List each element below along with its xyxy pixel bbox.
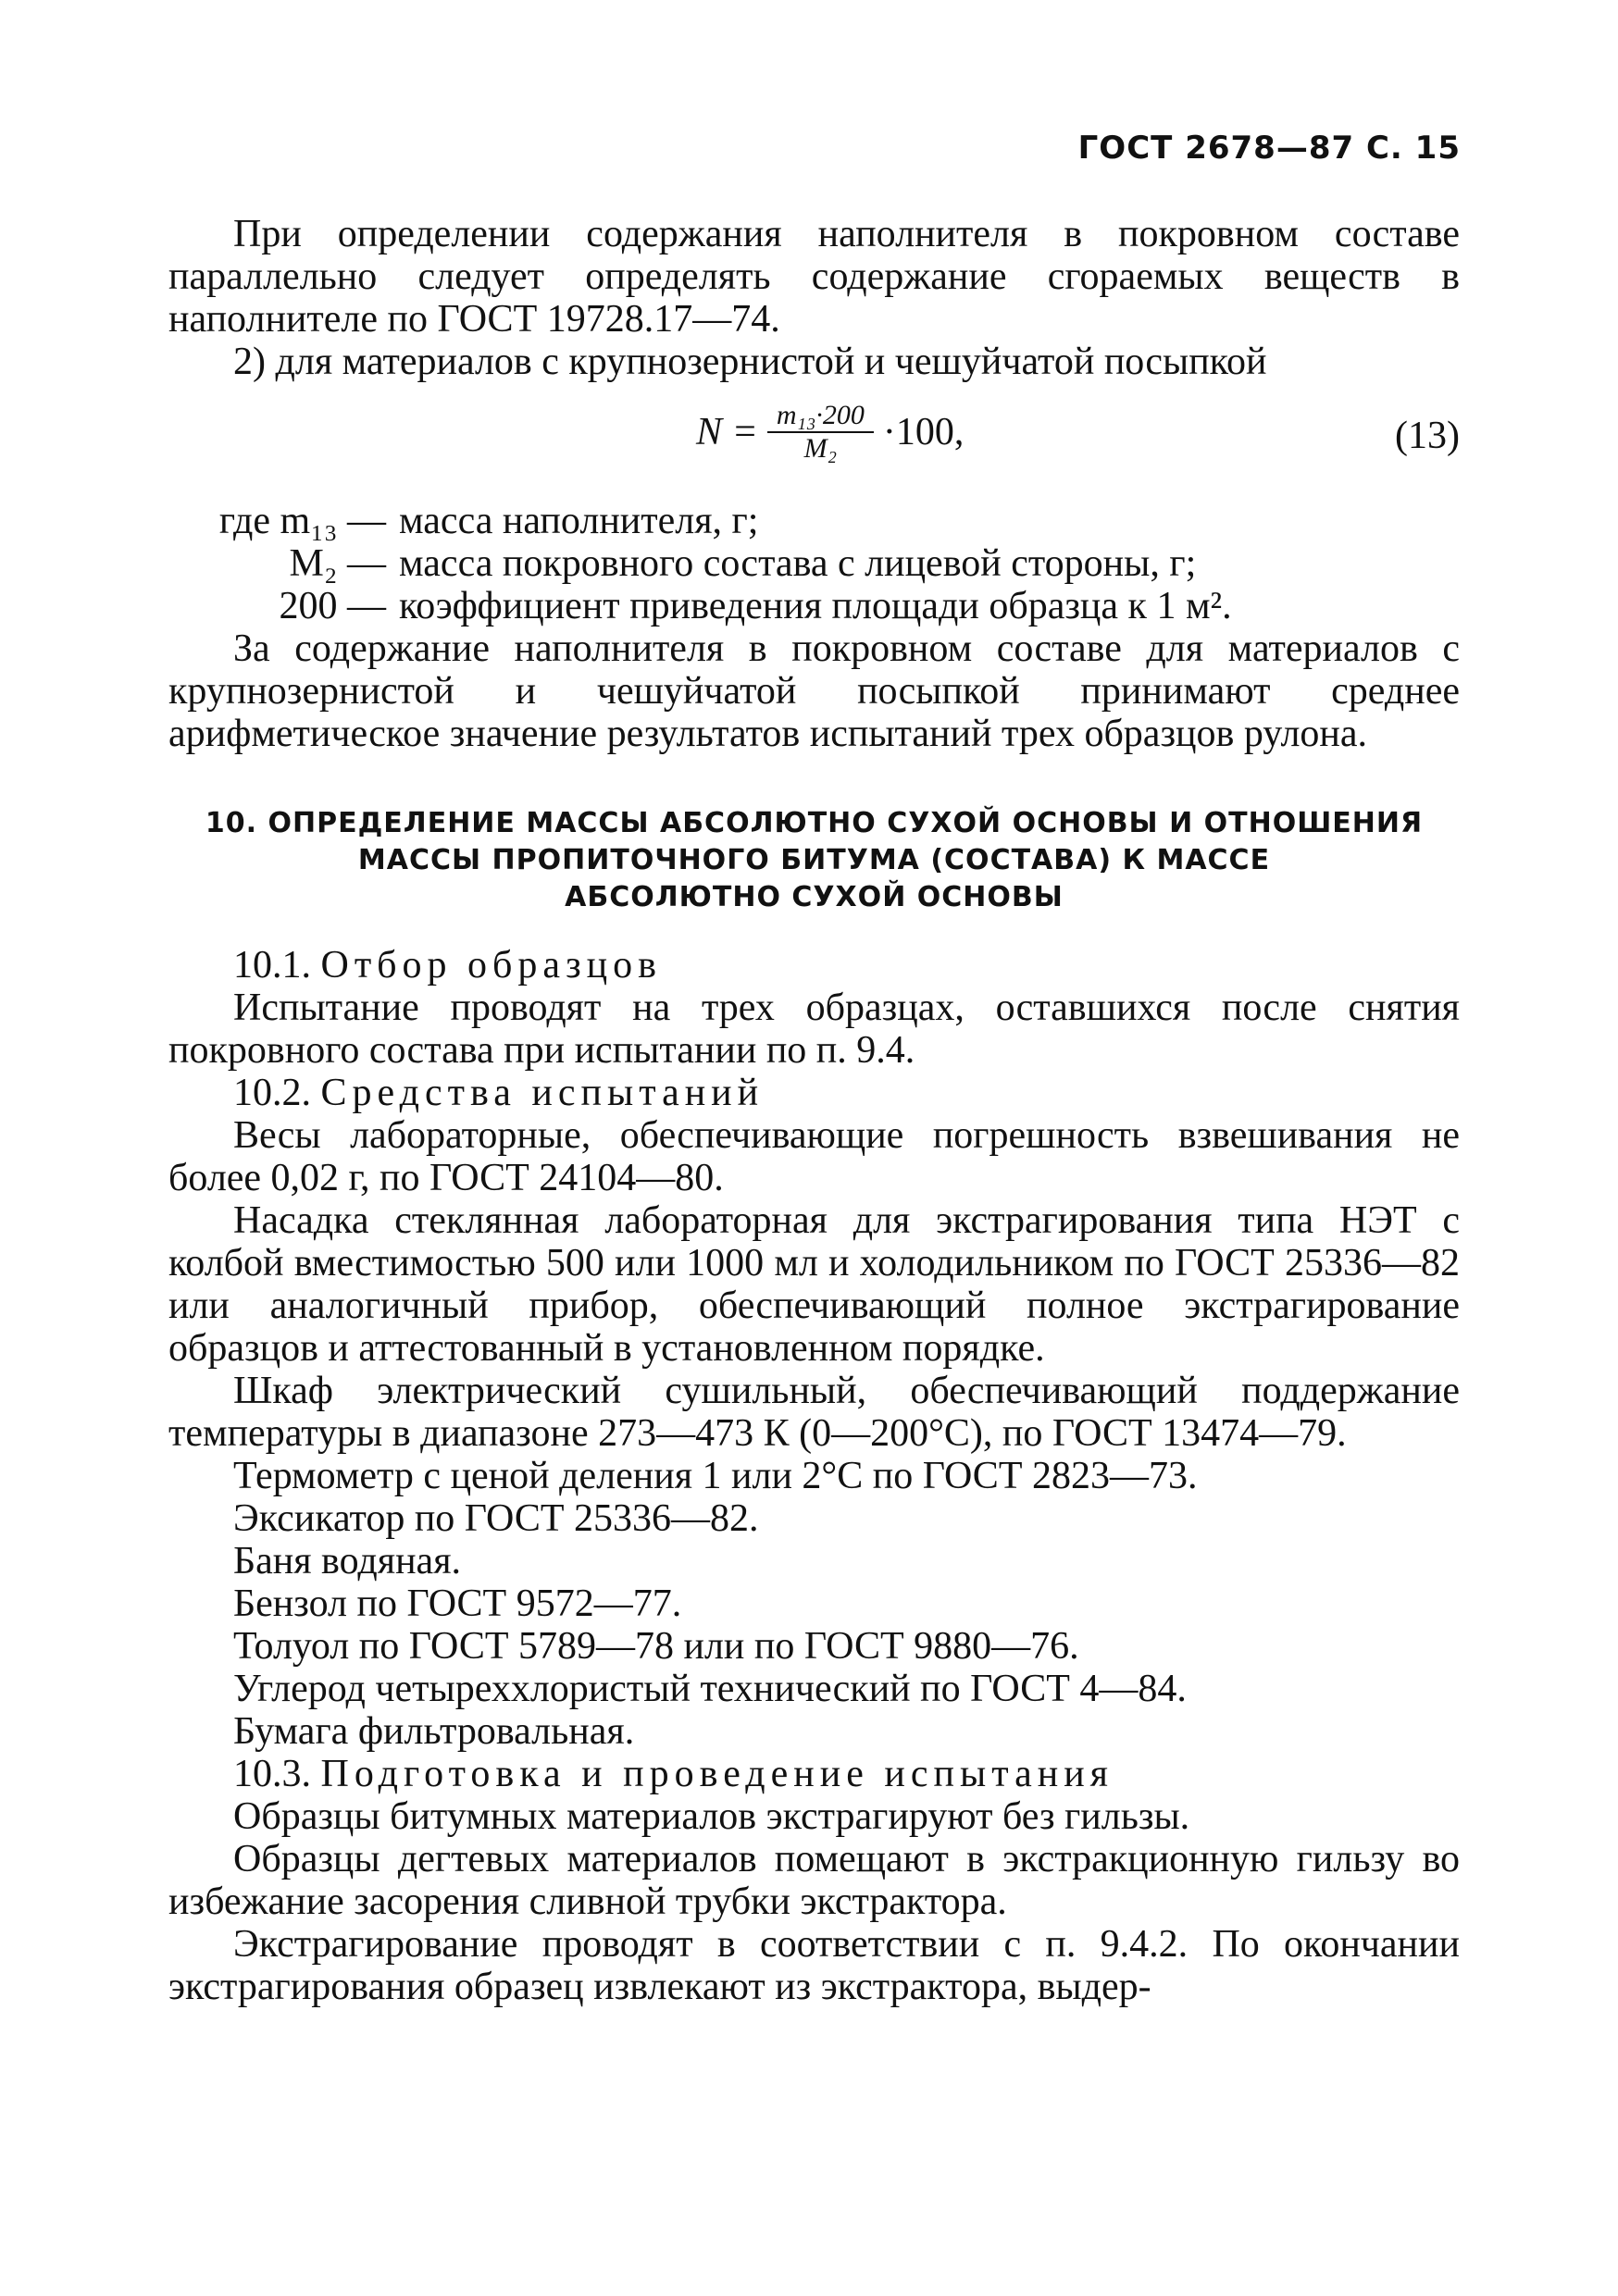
section-title-line: АБСОЛЮТНО СУХОЙ ОСНОВЫ bbox=[565, 881, 1064, 913]
list-item: Бумага фильтровальная. bbox=[233, 1710, 635, 1753]
list-item: Термометр с ценой деления 1 или 2°С по ГОСТ 2823—73. bbox=[233, 1455, 1198, 1497]
list-item: Толуол по ГОСТ 5789—78 или по ГОСТ 9880—76. bbox=[233, 1625, 1079, 1668]
formula-13 bbox=[168, 392, 1460, 494]
formula-fraction bbox=[767, 400, 874, 465]
variable-definitions bbox=[168, 500, 1460, 627]
section-title-line: 10. ОПРЕДЕЛЕНИЕ МАССЫ АБСОЛЮТНО СУХОЙ ОСНОВЫ И ОТНОШЕНИЯ bbox=[205, 807, 1424, 839]
subsection-title: Средства испытаний bbox=[320, 1072, 765, 1114]
formula-rhs: ·100, bbox=[882, 411, 965, 453]
list-item: Бензол по ГОСТ 9572—77. bbox=[233, 1582, 682, 1625]
variable-description: коэффициент приведения площади образца к 1 м². bbox=[399, 585, 1232, 627]
equipment-list bbox=[168, 1114, 1460, 1753]
formula-number: (13) bbox=[1395, 415, 1460, 457]
subsection-title: Отбор образцов bbox=[320, 944, 662, 987]
variable-description: масса покровного состава с лицевой стороны, г; bbox=[399, 542, 1197, 585]
list-item: Углерод четыреххлористый технический по ГОСТ 4—84. bbox=[233, 1668, 1187, 1710]
subsection-heading bbox=[168, 1072, 1460, 1114]
paragraph: Испытание проводят на трех образцах, оставшихся после снятия покровного состава при испытании по п. 9.4. bbox=[168, 987, 1460, 1072]
variable-symbol: где m₁₃ — bbox=[218, 500, 386, 542]
variable-symbol: 200 — bbox=[279, 585, 386, 627]
page-header: ГОСТ 2678—87 С. 15 bbox=[1077, 130, 1461, 167]
formula-numerator: m₁₃·200 bbox=[767, 400, 874, 433]
subsection-title: Подготовка и проведение испытания bbox=[320, 1753, 1114, 1795]
variable-symbol: M₂ — bbox=[289, 542, 386, 585]
section-title-line: МАССЫ ПРОПИТОЧНОГО БИТУМА (СОСТАВА) К МАССЕ bbox=[357, 844, 1271, 876]
formula-denominator: M₂ bbox=[803, 433, 838, 464]
section-title bbox=[168, 805, 1460, 916]
list-item: Образцы битумных материалов экстрагируют без гильзы. bbox=[233, 1795, 1190, 1838]
procedure-list bbox=[168, 1795, 1460, 2008]
formula-lhs: N = bbox=[696, 411, 758, 453]
subsection-heading bbox=[168, 944, 1460, 987]
list-item: Весы лабораторные, обеспечивающие погрешность взвешивания не более 0,02 г, по ГОСТ 24104—80. bbox=[168, 1114, 1460, 1199]
list-item: Образцы дегтевых материалов помещают в экстракционную гильзу во избежание засорения сливной трубки экстрактора. bbox=[168, 1838, 1460, 1923]
paragraph: За содержание наполнителя в покровном составе для материалов с крупнозернистой и чешуйчатой посыпкой принимают среднее арифметическое значение результатов испытаний трех образцов рулона. bbox=[168, 627, 1460, 755]
variable-description: масса наполнителя, г; bbox=[399, 500, 759, 542]
list-item: Эксикатор по ГОСТ 25336—82. bbox=[233, 1497, 759, 1540]
list-item: Баня водяная. bbox=[233, 1540, 462, 1582]
list-item: Насадка стеклянная лабораторная для экстрагирования типа НЭТ с колбой вместимостью 500 или 1000 мл и холодильником по ГОСТ 25336—82 или аналогичный прибор, обеспечивающий полное экстрагирование образцов и аттестованный в установленном порядке. bbox=[168, 1199, 1460, 1370]
subsection-heading bbox=[168, 1753, 1460, 1795]
paragraph: 2) для материалов с крупнозернистой и чешуйчатой посыпкой bbox=[233, 341, 1267, 383]
paragraph: При определении содержания наполнителя в покровном составе параллельно следует определять содержание сгораемых веществ в наполнителе по ГОСТ 19728.17—74. bbox=[168, 213, 1460, 341]
list-item: Шкаф электрический сушильный, обеспечивающий поддержание температуры в диапазоне 273—473 К (0—200°С), по ГОСТ 13474—79. bbox=[168, 1370, 1460, 1455]
list-item: Экстрагирование проводят в соответствии с п. 9.4.2. По окончании экстрагирования образец извлекают из экстрактора, выдер- bbox=[168, 1923, 1460, 2008]
subsection-number: 10.1. bbox=[233, 944, 311, 987]
subsection-number: 10.2. bbox=[233, 1072, 311, 1114]
document-body bbox=[168, 213, 1460, 2008]
formula-expression bbox=[696, 400, 964, 465]
subsection-number: 10.3. bbox=[233, 1753, 311, 1795]
